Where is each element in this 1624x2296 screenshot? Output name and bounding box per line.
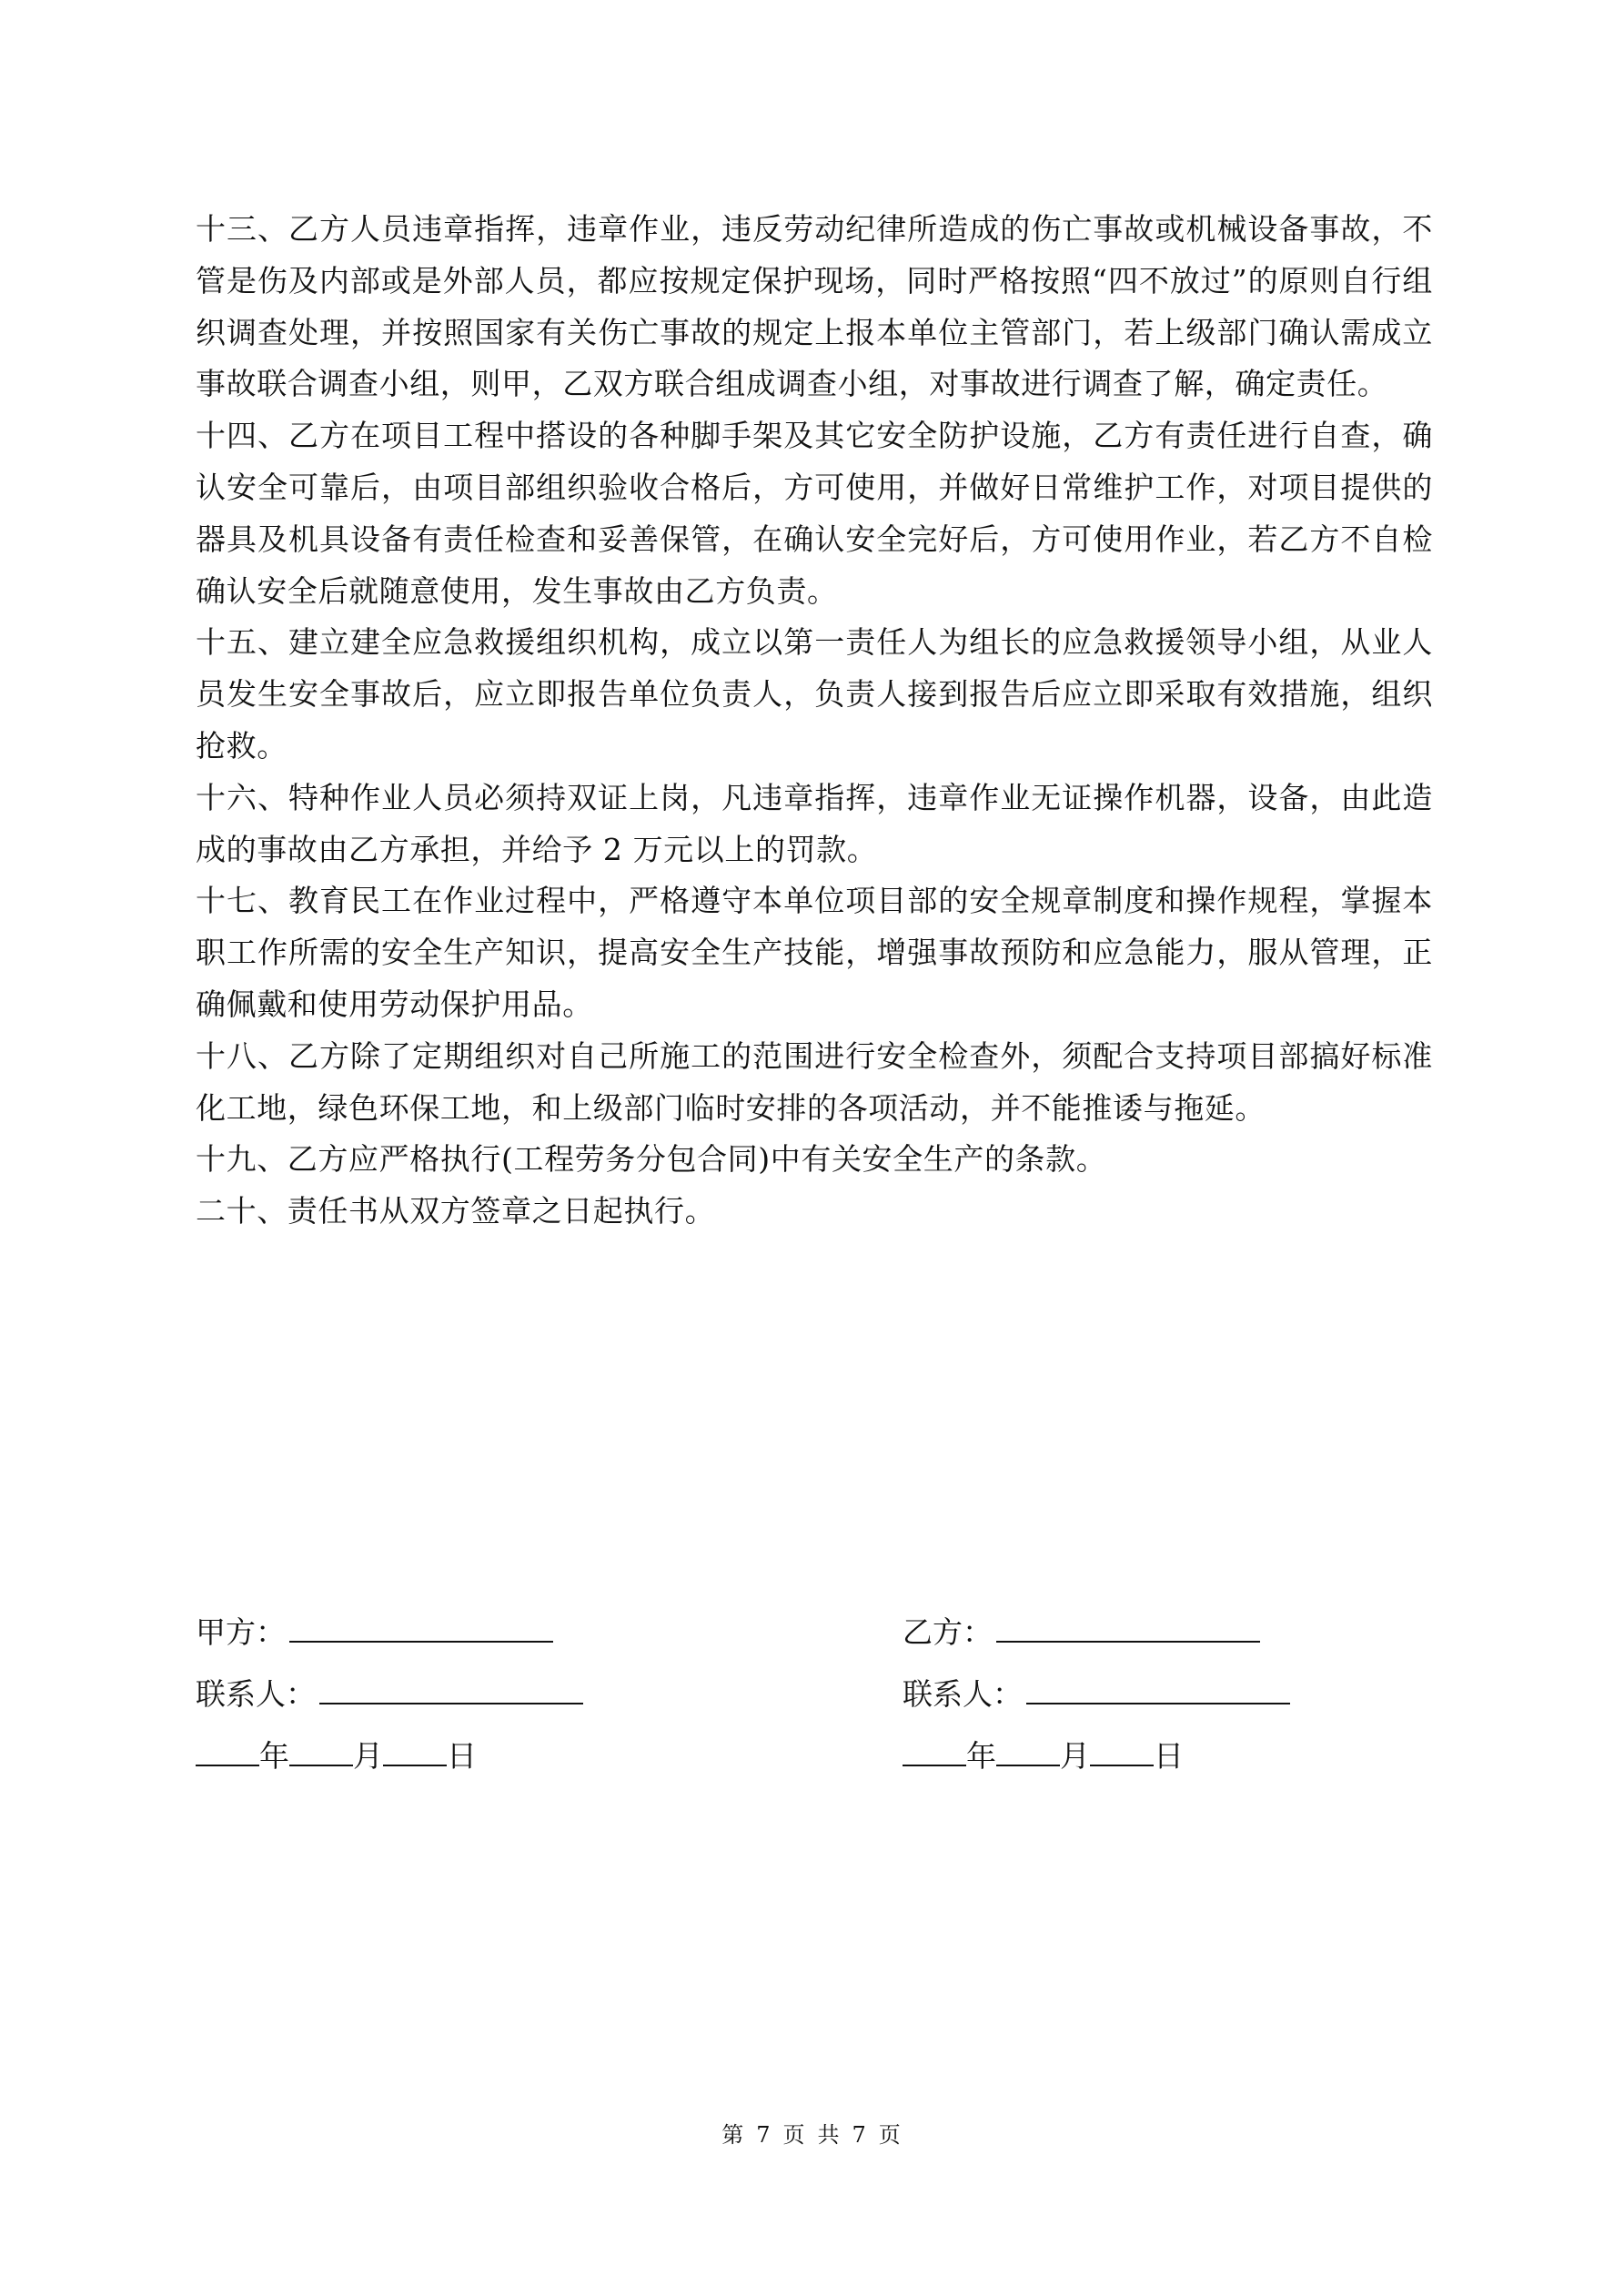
- month-label: 月: [353, 1738, 383, 1774]
- party-b-contact-blank[interactable]: [1026, 1702, 1290, 1704]
- party-a-blank[interactable]: [289, 1640, 553, 1643]
- page-footer: [0, 2117, 1624, 2149]
- party-a-contact-label: 联系人：: [196, 1676, 316, 1712]
- total-page-number: 7: [852, 2122, 868, 2148]
- party-b-day-blank[interactable]: [1090, 1764, 1154, 1766]
- party-a-contact-row: [196, 1664, 705, 1725]
- clause-list: [196, 204, 1433, 1238]
- footer-prefix: 第: [721, 2122, 746, 2148]
- day-label: 日: [447, 1738, 477, 1774]
- party-a-month-blank[interactable]: [289, 1764, 353, 1766]
- party-a-day-blank[interactable]: [383, 1764, 447, 1766]
- footer-page-word: 页: [782, 2122, 807, 2148]
- month-label: 月: [1060, 1738, 1090, 1774]
- party-b-contact-label: 联系人：: [903, 1676, 1023, 1712]
- footer-total-prefix: 共: [817, 2122, 842, 2148]
- party-a-date-row: [196, 1725, 705, 1787]
- party-a-row: [196, 1602, 705, 1664]
- clause-15: 十五、建立建全应急救援组织机构，成立以第一责任人为组长的应急救援领导小组，从业人员发生安全事故后，应立即报告单位负责人，负责人接到报告后应立即采取有效措施，组织抢救。: [196, 624, 1433, 764]
- party-b-month-blank[interactable]: [996, 1764, 1060, 1766]
- party-a-signature: [196, 1602, 705, 1787]
- party-a-year-blank[interactable]: [196, 1764, 259, 1766]
- party-b-signature: [903, 1602, 1412, 1787]
- clause-17: 十七、教育民工在作业过程中，严格遵守本单位项目部的安全规章制度和操作规程，掌握本职工作所需的安全生产知识，提高安全生产技能，增强事故预防和应急能力，服从管理，正确佩戴和使用劳动保护用品。: [196, 883, 1433, 1022]
- party-b-blank[interactable]: [996, 1640, 1260, 1643]
- party-b-year-blank[interactable]: [903, 1764, 966, 1766]
- party-a-contact-blank[interactable]: [319, 1702, 583, 1704]
- party-b-label: 乙方：: [903, 1614, 993, 1650]
- party-b-contact-row: [903, 1664, 1412, 1725]
- party-b-row: [903, 1602, 1412, 1664]
- year-label: 年: [966, 1738, 996, 1774]
- day-label: 日: [1154, 1738, 1184, 1774]
- clause-18: 十八、乙方除了定期组织对自己所施工的范围进行安全检查外，须配合支持项目部搞好标准化工地，绿色环保工地，和上级部门临时安排的各项活动，并不能推诿与拖延。: [196, 1037, 1433, 1126]
- party-a-label: 甲方：: [196, 1614, 286, 1650]
- clause-13: 十三、乙方人员违章指挥，违章作业，违反劳动纪律所造成的伤亡事故或机械设备事故，不管是伤及内部或是外部人员，都应按规定保护现场，同时严格按照“四不放过”的原则自行组织调查处理，并按照国家有关伤亡事故的规定上报本单位主管部门，若上级部门确认需成立事故联合调查小组，则甲，乙双方联合组成调查小组，对事故进行调查了解，确定责任。: [196, 211, 1433, 402]
- clause-16: 十六、特种作业人员必须持双证上岗，凡违章指挥，违章作业无证操作机器，设备，由此造成的事故由乙方承担，并给予 2 万元以上的罚款。: [196, 779, 1433, 867]
- current-page-number: 7: [756, 2122, 772, 2148]
- clause-20: 二十、责任书从双方签章之日起执行。: [196, 1193, 716, 1229]
- footer-page-word-2: 页: [878, 2122, 903, 2148]
- party-b-date-row: [903, 1725, 1412, 1787]
- clause-19: 十九、乙方应严格执行(工程劳务分包合同)中有关安全生产的条款。: [196, 1141, 1107, 1178]
- year-label: 年: [259, 1738, 289, 1774]
- clause-14: 十四、乙方在项目工程中搭设的各种脚手架及其它安全防护设施，乙方有责任进行自查，确认安全可靠后，由项目部组织验收合格后，方可使用，并做好日常维护工作，对项目提供的器具及机具设备有责任检查和妥善保管，在确认安全完好后，方可使用作业，若乙方不自检确认安全后就随意使用，发生事故由乙方负责。: [196, 418, 1433, 609]
